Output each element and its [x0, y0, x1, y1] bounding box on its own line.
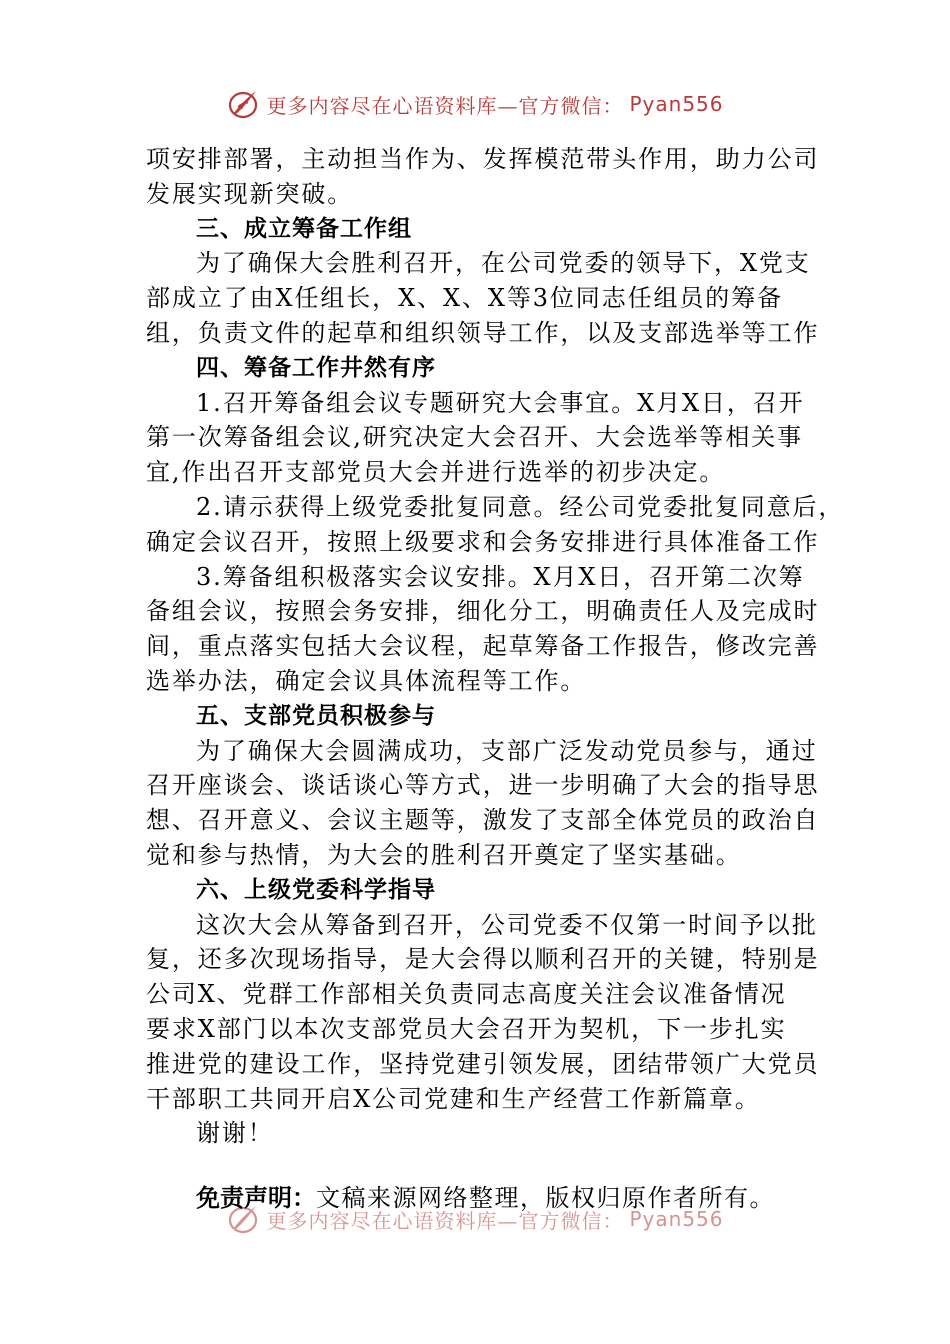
paragraph-line: 要求X部门以本次支部党员大会召开为契机，下一步扎实 — [146, 1014, 787, 1043]
paragraph-line: 推进党的建设工作，坚持党建引领发展，团结带领广大党员 — [146, 1049, 820, 1078]
watermark-banner — [226, 87, 723, 121]
paragraph-line: 为了确保大会胜利召开，在公司党委的领导下，X党支 — [196, 249, 811, 278]
footer-watermark-text: 更多内容尽在心语资料库—官方微信： — [266, 1208, 624, 1233]
paragraph-line: 发展实现新突破。 — [146, 179, 354, 208]
section-heading: 五、支部党员积极参与 — [196, 702, 436, 729]
document-body — [146, 142, 845, 1151]
paragraph-line: 选举办法，确定会议具体流程等工作。 — [146, 666, 587, 695]
disclaimer — [196, 1180, 775, 1216]
paragraph-line: 干部职工共同开启X公司党建和生产经营工作新篇章。 — [146, 1084, 761, 1113]
paragraph-line: 间，重点落实包括大会议程，起草筹备工作报告，修改完善 — [146, 632, 820, 661]
disclaimer-label: 免责声明： — [196, 1184, 316, 1212]
disclaimer-text: 文稿来源网络整理，版权归原作者所有。 — [316, 1184, 775, 1212]
header-watermark — [0, 84, 950, 124]
paragraph-line: 这次大会从筹备到召开，公司党委不仅第一时间予以批 — [196, 910, 818, 939]
paragraph-line: 公司X、党群工作部相关负责同志高度关注会议准备情况 — [146, 980, 787, 1009]
paragraph-line: 组，负责文件的起草和组织领导工作，以及支部选举等工作 — [146, 318, 820, 347]
paragraph-line: 项安排部署，主动担当作为、发挥模范带头作用，助力公司 — [146, 145, 820, 173]
paragraph-line: 复，还多次现场指导，是大会得以顺利召开的关键，特别是 — [146, 945, 820, 974]
section-heading: 四、筹备工作井然有序 — [196, 354, 436, 381]
paragraph-line: 3.筹备组积极落实会议安排。X月X日，召开第二次筹 — [196, 562, 805, 591]
section-heading: 六、上级党委科学指导 — [196, 876, 436, 903]
paragraph-line: 宜,作出召开支部党员大会并进行选举的初步决定。 — [146, 458, 726, 487]
paragraph-line: 谢谢！ — [196, 1119, 274, 1148]
paragraph-line: 为了确保大会圆满成功，支部广泛发动党员参与，通过 — [196, 736, 818, 765]
watermark-text: 更多内容尽在心语资料库—官方微信： — [266, 93, 624, 118]
quill-logo-icon — [226, 87, 260, 121]
paragraph-line: 1.召开筹备组会议专题研究大会事宜。X月X日，召开 — [196, 388, 805, 417]
footer-watermark-id: Pyan556 — [629, 1207, 724, 1231]
paragraph-line: 备组会议，按照会务安排，细化分工，明确责任人及完成时 — [146, 597, 820, 626]
paragraph-line: 觉和参与热情，为大会的胜利召开奠定了坚实基础。 — [146, 840, 742, 869]
paragraph-line: 部成立了由X任组长，X、X、X等3位同志任组员的筹备 — [146, 284, 784, 313]
watermark-id: Pyan556 — [629, 92, 724, 116]
paragraph-line: 召开座谈会、谈话谈心等方式，进一步明确了大会的指导思 — [146, 771, 820, 800]
paragraph-line: 2.请示获得上级党委批复同意。经公司党委批复同意后， — [196, 492, 845, 521]
paragraph-line: 想、召开意义、会议主题等，激发了支部全体党员的政治自 — [146, 806, 820, 835]
paragraph-line: 第一次筹备组会议,研究决定大会召开、大会选举等相关事 — [146, 423, 804, 452]
section-heading: 三、成立筹备工作组 — [196, 215, 412, 242]
paragraph-line: 确定会议召开，按照上级要求和会务安排进行具体准备工作 — [146, 527, 820, 556]
